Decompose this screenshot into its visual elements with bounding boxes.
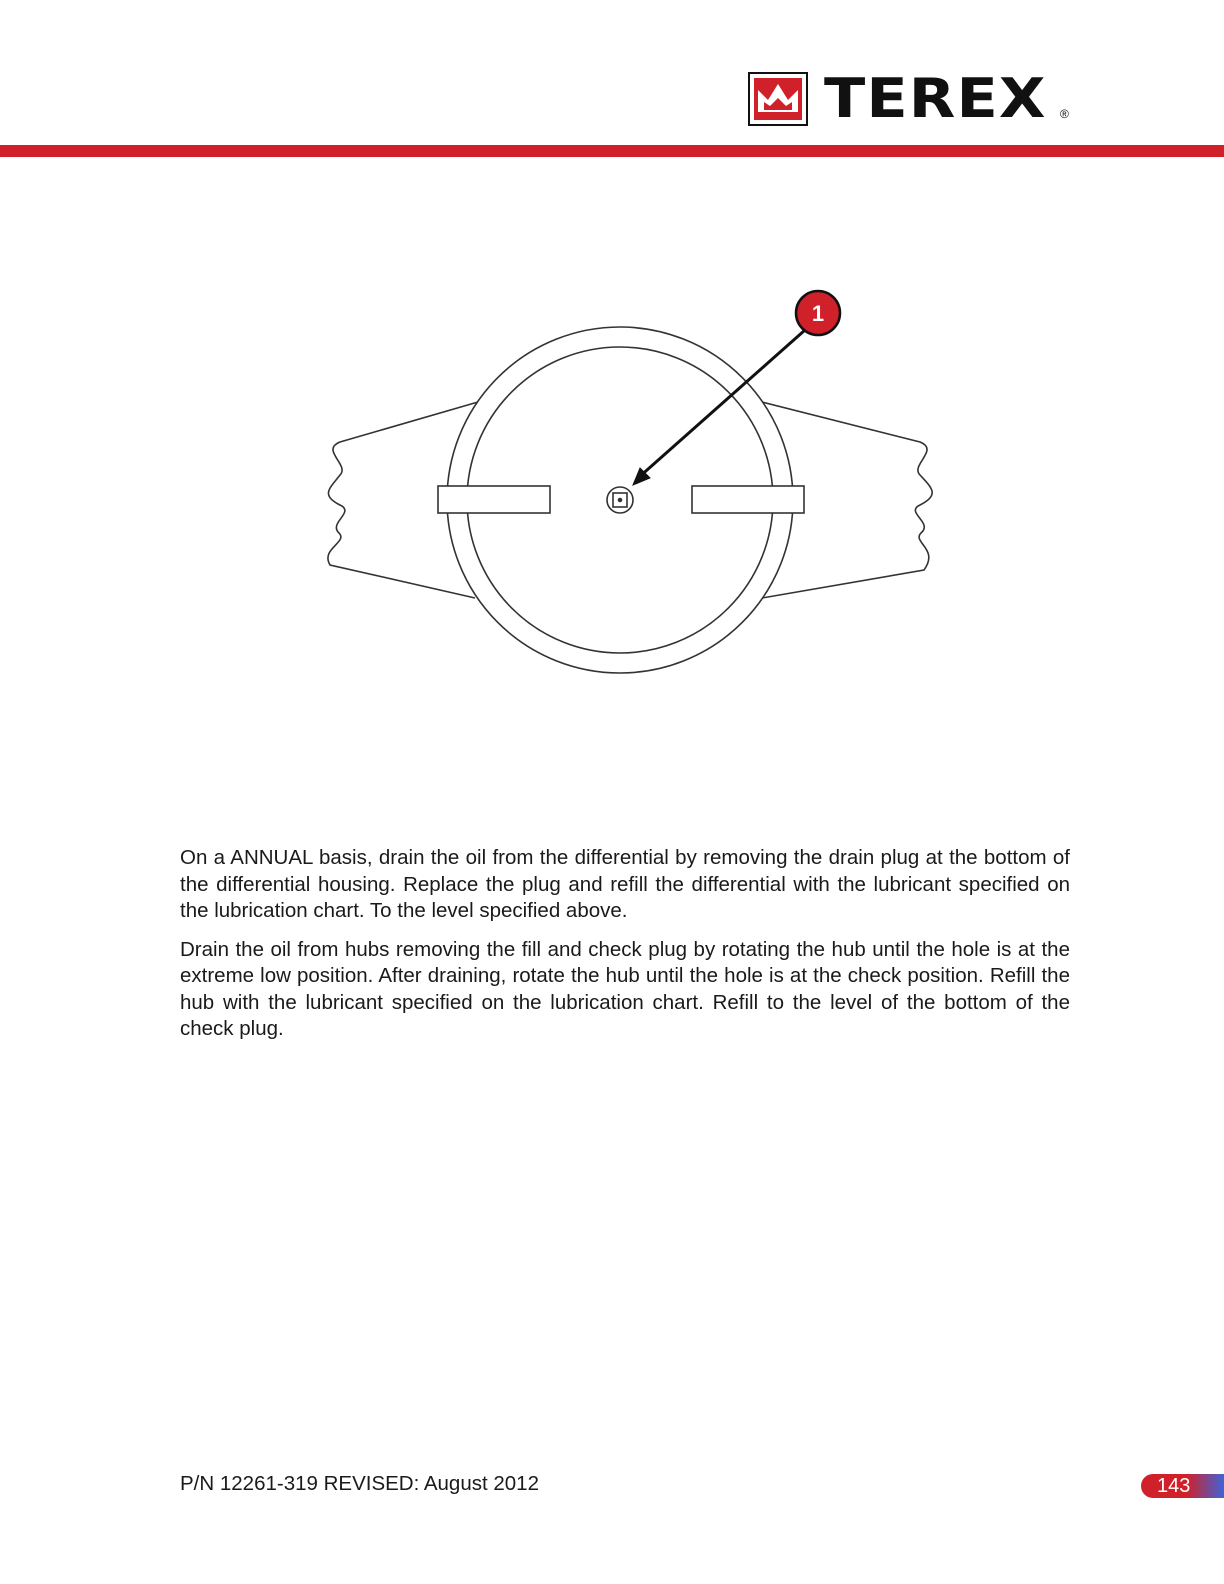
instructions-text [180,845,1070,1055]
hub-drain-paragraph: Drain the oil from hubs removing the fill and check plug by rotating the hub until the hole is at the extreme low position. After draining, rotate the hub until the hole is at the check position. Refill the hub with the lubricant specified on the lubrication chart. Refill to the level of the bottom of the check plug. [180,937,1070,1040]
registered-mark: ® [1060,107,1069,121]
terex-crown-logo-icon [748,72,808,126]
header-divider [0,145,1224,157]
callout-number: 1 [811,301,825,326]
differential-housing-diagram [300,280,960,700]
drain-plug-center [619,499,622,502]
brand-name: TEREX [824,67,1047,130]
page-number-badge: 143 [1141,1474,1224,1498]
left-mount-bar [438,486,550,513]
footer-part-number: P/N 12261-319 REVISED: August 2012 [180,1472,539,1495]
right-mount-bar [692,486,804,513]
annual-drain-paragraph: On a ANNUAL basis, drain the oil from the differential by removing the drain plug at the bottom of the differential housing. Replace the plug and refill the differential with the lubricant specified on the lubrication chart. To the level specified above. [180,846,1070,922]
terex-logo [748,67,1069,130]
